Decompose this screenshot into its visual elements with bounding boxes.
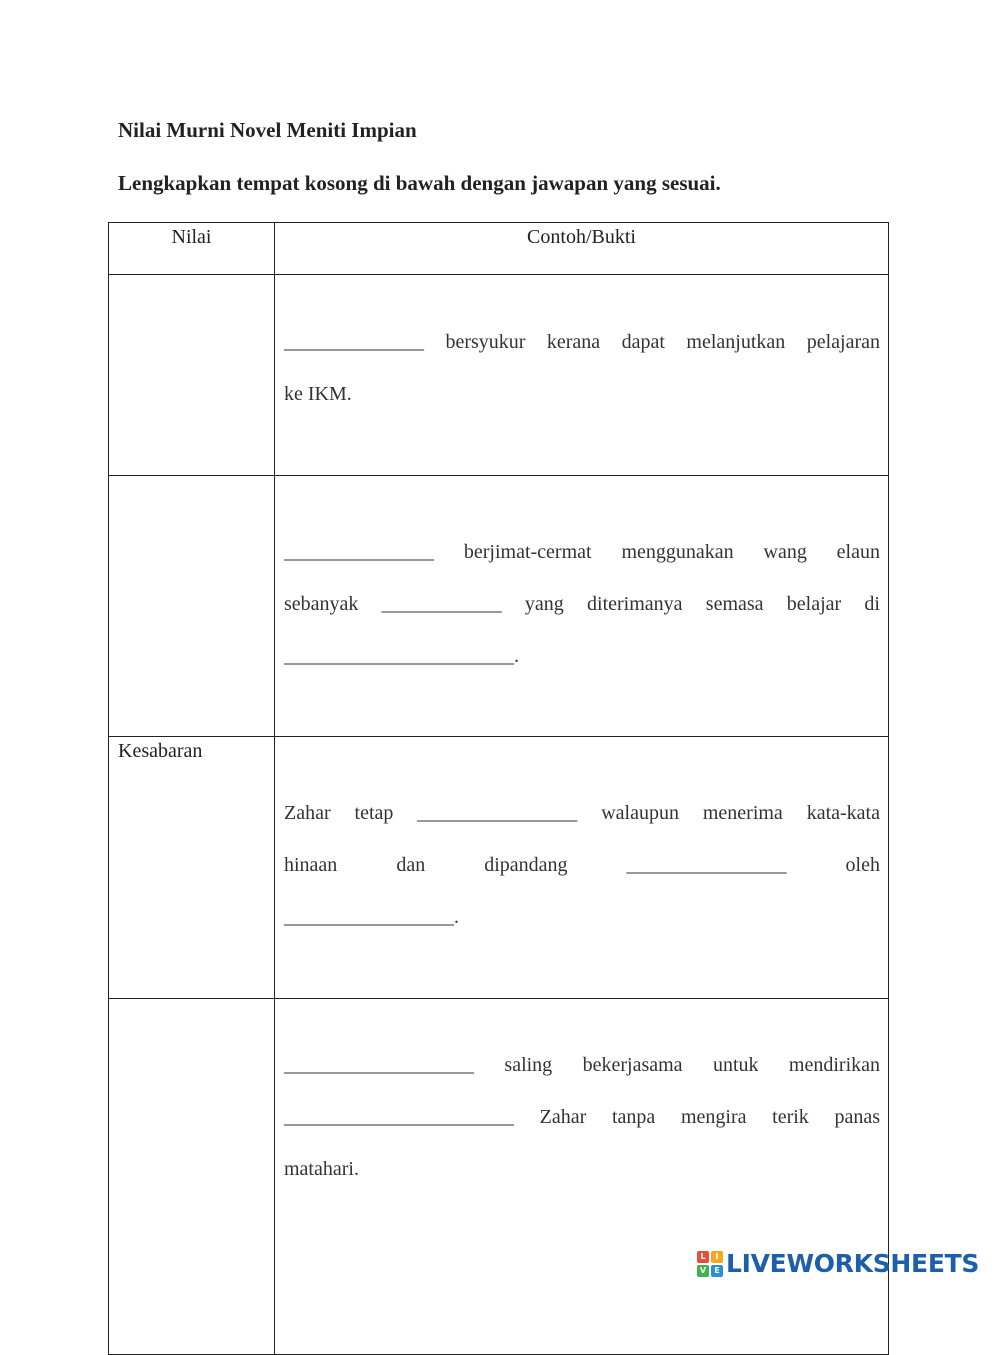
table-row — [109, 999, 889, 1355]
table-header-row — [109, 223, 889, 275]
bukti-cell — [275, 999, 889, 1355]
bukti-line: _______________________ Zahar tanpa mengira terik panas — [284, 1106, 880, 1128]
values-table — [108, 222, 889, 1355]
nilai-answer-cell[interactable] — [109, 476, 275, 737]
bukti-line: matahari. — [284, 1158, 359, 1180]
bukti-line: _______________________. — [284, 645, 519, 667]
liveworksheets-logo — [697, 1249, 979, 1278]
header-nilai: Nilai — [109, 223, 275, 275]
table-row — [109, 737, 889, 999]
logo-mark-l: L — [697, 1251, 709, 1263]
logo-text: LIVEWORKSHEETS — [726, 1249, 980, 1278]
bukti-line: sebanyak ____________ yang diterimanya semasa belajar di — [284, 593, 880, 615]
bukti-line: ___________________ saling bekerjasama untuk mendirikan — [284, 1054, 880, 1076]
bukti-line: ______________ bersyukur kerana dapat melanjutkan pelajaran — [284, 331, 880, 353]
liveworksheets-logo-icon — [697, 1251, 723, 1277]
bukti-line: ke IKM. — [284, 383, 352, 405]
bukti-cell — [275, 737, 889, 999]
nilai-answer-cell[interactable] — [109, 275, 275, 476]
bukti-cell — [275, 275, 889, 476]
nilai-answer-cell[interactable] — [109, 999, 275, 1355]
table-row — [109, 275, 889, 476]
bukti-line: _________________. — [284, 906, 459, 928]
bukti-cell — [275, 476, 889, 737]
logo-mark-i: I — [711, 1251, 723, 1263]
header-contoh-bukti: Contoh/Bukti — [275, 223, 889, 275]
table-row — [109, 476, 889, 737]
logo-mark-e: E — [711, 1265, 723, 1277]
bukti-line: Zahar tetap ________________ walaupun menerima kata-kata — [284, 802, 880, 824]
logo-mark-v: V — [697, 1265, 709, 1277]
bukti-line: _______________ berjimat-cermat menggunakan wang elaun — [284, 541, 880, 563]
nilai-cell: Kesabaran — [109, 737, 275, 999]
instruction-text: Lengkapkan tempat kosong di bawah dengan jawapan yang sesuai. — [118, 171, 721, 195]
page-title: Nilai Murni Novel Meniti Impian — [118, 118, 417, 142]
bukti-line: hinaan dan dipandang ________________ oleh — [284, 854, 880, 876]
